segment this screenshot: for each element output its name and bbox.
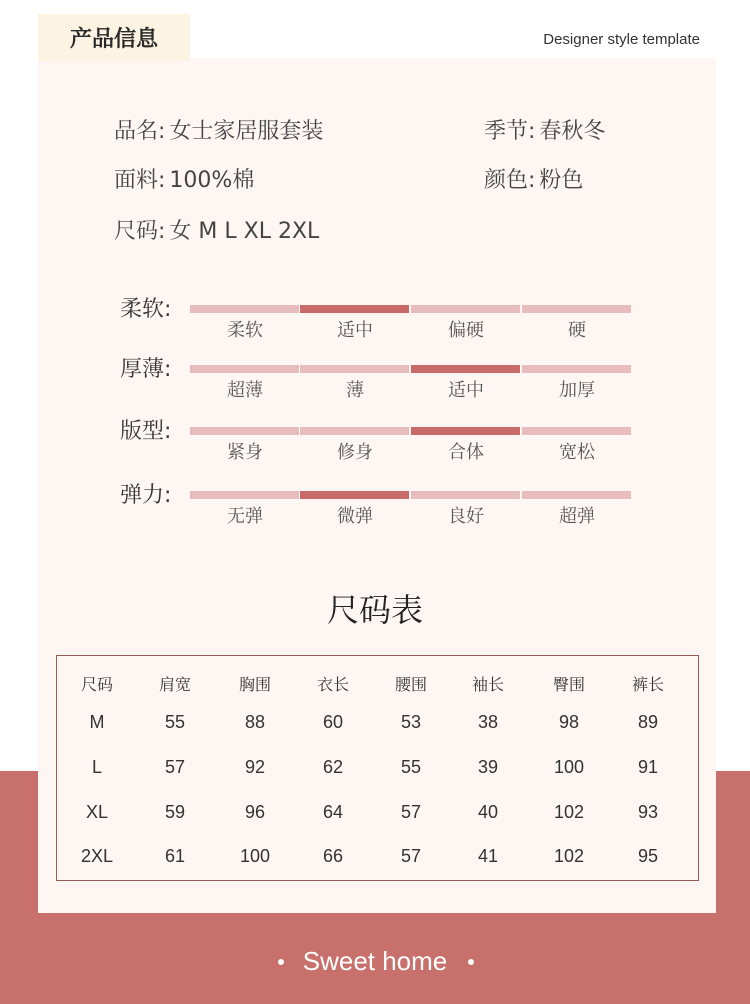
scale-segment-selected	[411, 365, 520, 373]
table-cell: 92	[244, 757, 266, 777]
scale-option-label: 无弹	[227, 506, 263, 527]
scale-option-label: 修身	[337, 442, 373, 463]
table-header-cell: 袖长	[471, 675, 504, 694]
table-cell: 60	[322, 712, 344, 732]
table-cell: 59	[164, 802, 186, 822]
table-cell: 40	[477, 802, 499, 822]
scale-segment	[300, 365, 409, 373]
product-size-value: 女 M L XL 2XL	[169, 219, 320, 244]
table-header-cell: 腰围	[394, 675, 427, 694]
scale-option-label: 适中	[337, 320, 373, 341]
table-cell: 102	[553, 802, 585, 822]
scale-segment	[522, 427, 631, 435]
table-cell: 64	[322, 802, 344, 822]
size-chart-title: 尺码表	[326, 591, 423, 629]
table-cell: 53	[400, 712, 422, 732]
table-cell: 98	[558, 712, 580, 732]
table-cell: 100	[553, 757, 585, 777]
table-cell: 41	[477, 846, 499, 866]
table-cell: L	[91, 757, 102, 777]
table-cell: 95	[637, 846, 659, 866]
scale-segment-selected	[300, 305, 409, 313]
table-header-cell: 肩宽	[158, 675, 191, 694]
table-cell: 100	[239, 846, 271, 866]
footer-text: Sweet home	[302, 946, 448, 976]
table-header-cell: 胸围	[238, 675, 271, 694]
scale-segment	[190, 491, 299, 499]
table-cell: M	[89, 712, 105, 732]
table-header-cell: 裤长	[631, 675, 664, 694]
product-size-label: 尺码:	[114, 219, 166, 244]
scale-option-label: 加厚	[559, 380, 595, 401]
scale-segment	[190, 305, 299, 313]
scale-segment	[411, 491, 520, 499]
table-cell: 88	[244, 712, 266, 732]
table-cell: 55	[164, 712, 186, 732]
scale-option-label: 超弹	[559, 506, 595, 527]
attribute-label: 版型:	[120, 419, 172, 444]
product-name-value: 女士家居服套装	[169, 119, 324, 144]
table-cell: 38	[477, 712, 499, 732]
product-color-value: 粉色	[539, 168, 584, 193]
scale-option-label: 适中	[448, 380, 484, 401]
attribute-label: 柔软:	[120, 297, 172, 322]
scale-option-label: 微弹	[337, 506, 373, 527]
product-fabric	[114, 163, 254, 194]
product-season	[484, 114, 605, 145]
product-size	[114, 214, 319, 245]
table-header-cell: 尺码	[80, 675, 113, 694]
product-fabric-label: 面料:	[114, 168, 166, 193]
product-season-label: 季节:	[484, 119, 536, 144]
scale-segment	[522, 491, 631, 499]
table-cell: 96	[244, 802, 266, 822]
scale-segment	[522, 305, 631, 313]
section-tab-title: 产品信息	[69, 27, 158, 52]
table-cell: 57	[400, 846, 422, 866]
table-header-cell: 臀围	[552, 675, 585, 694]
product-color	[484, 163, 583, 194]
scale-option-label: 良好	[448, 506, 484, 527]
table-cell: XL	[85, 802, 109, 822]
scale-option-label: 宽松	[559, 442, 595, 463]
table-cell: 62	[322, 757, 344, 777]
scale-option-label: 偏硬	[448, 320, 484, 341]
table-cell: 61	[164, 846, 186, 866]
scale-segment	[411, 305, 520, 313]
table-cell: 93	[637, 802, 659, 822]
attribute-label: 弹力:	[120, 483, 172, 508]
scale-option-label: 紧身	[227, 442, 263, 463]
size-chart-table	[56, 655, 699, 881]
designer-note: Designer style template	[543, 31, 700, 48]
table-cell: 2XL	[80, 846, 114, 866]
table-cell: 39	[477, 757, 499, 777]
footer-dot-right	[468, 959, 474, 965]
scale-option-label: 薄	[346, 380, 364, 401]
table-cell: 57	[400, 802, 422, 822]
product-season-value: 春秋冬	[539, 119, 606, 144]
table-cell: 66	[322, 846, 344, 866]
product-name-label: 品名:	[114, 119, 166, 144]
scale-segment	[190, 365, 299, 373]
scale-option-label: 柔软	[227, 320, 263, 341]
scale-segment-selected	[300, 491, 409, 499]
table-cell: 91	[637, 757, 659, 777]
attribute-label: 厚薄:	[120, 357, 172, 382]
scale-segment	[300, 427, 409, 435]
scale-segment	[190, 427, 299, 435]
table-cell: 89	[637, 712, 659, 732]
table-header-cell: 衣长	[316, 675, 349, 694]
section-tab	[38, 14, 190, 61]
product-color-label: 颜色:	[484, 168, 536, 193]
table-cell: 55	[400, 757, 422, 777]
table-cell: 102	[553, 846, 585, 866]
scale-option-label: 超薄	[227, 380, 263, 401]
table-cell: 57	[164, 757, 186, 777]
product-name	[114, 114, 323, 145]
product-fabric-value: 100%棉	[169, 168, 255, 193]
scale-option-label: 硬	[568, 320, 586, 341]
scale-option-label: 合体	[448, 442, 484, 463]
scale-segment	[522, 365, 631, 373]
scale-segment-selected	[411, 427, 520, 435]
